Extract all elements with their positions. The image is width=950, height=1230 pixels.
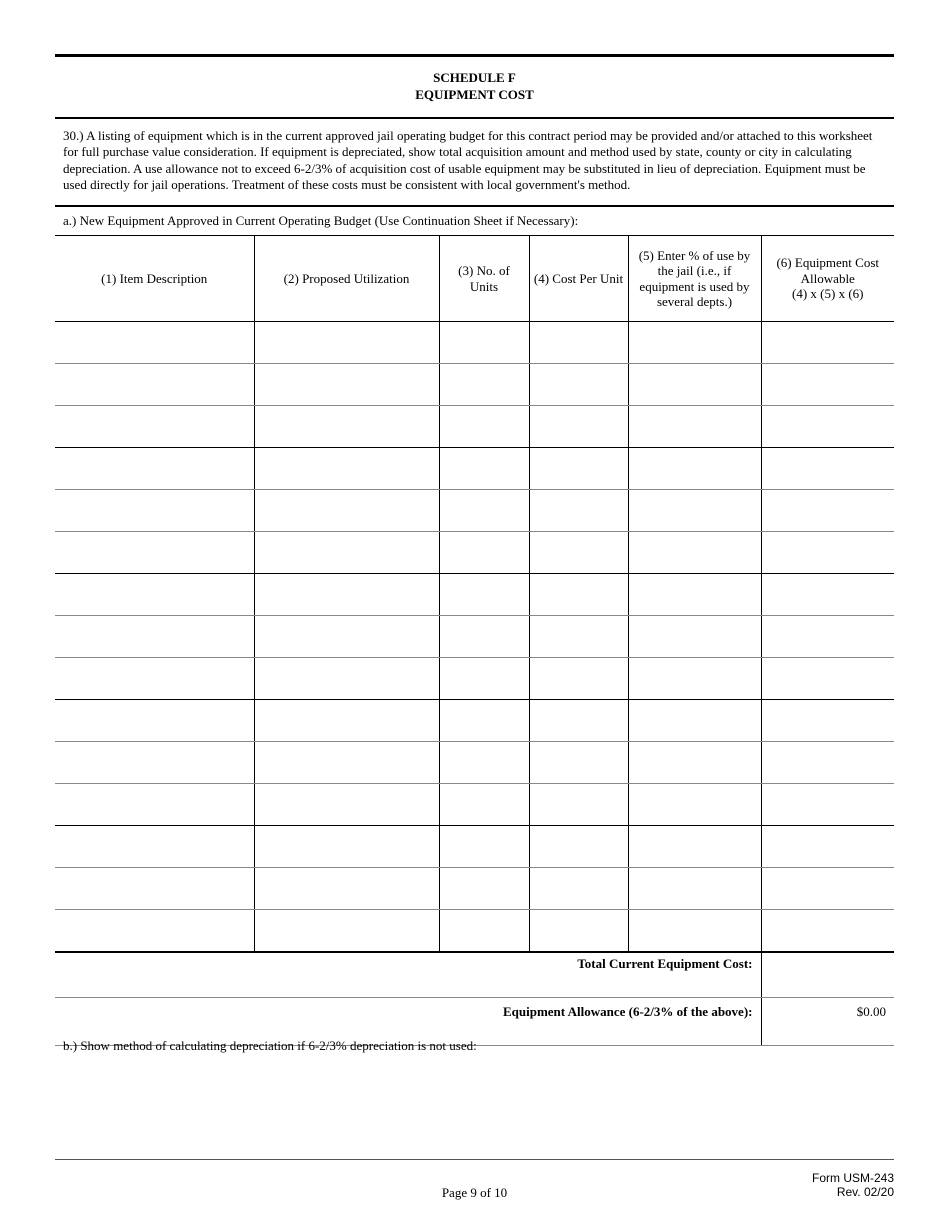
allowable-cost-cell[interactable]	[761, 574, 894, 616]
item-description-cell[interactable]	[55, 448, 254, 490]
proposed-utilization-cell[interactable]	[254, 784, 439, 826]
intro-paragraph: 30.) A listing of equipment which is in the current approved jail operating budget for this contract period may be provided and/or attached to this worksheet for full purchase value consideration. If equipment is depreciated, show total acquisition amount and method used by state, county or city in calculating depreciation. A use allowance not to exceed 6-2/3% of acquisition cost of usable equipment may be substituted in lieu of depreciation. Equipment must be used directly for jail operations. Treatment of these costs must be consistent with local government's method.	[63, 128, 873, 192]
units-cell[interactable]	[439, 700, 529, 742]
units-cell[interactable]	[439, 616, 529, 658]
allowable-cost-cell[interactable]	[761, 700, 894, 742]
item-description-cell[interactable]	[55, 616, 254, 658]
cost-per-unit-cell[interactable]	[529, 826, 628, 868]
percent-use-cell[interactable]	[628, 700, 761, 742]
cost-per-unit-cell[interactable]	[529, 784, 628, 826]
item-description-cell[interactable]	[55, 784, 254, 826]
schedule-label: SCHEDULE F	[433, 70, 516, 85]
percent-use-cell[interactable]	[628, 742, 761, 784]
footer-rule	[55, 1159, 894, 1160]
proposed-utilization-cell[interactable]	[254, 700, 439, 742]
col6-formula: (4) x (5) x (6)	[792, 286, 864, 302]
allowable-cost-cell[interactable]	[761, 616, 894, 658]
col-proposed-utilization: (2) Proposed Utilization	[254, 236, 439, 322]
table-row	[55, 868, 894, 910]
form-revision: Rev. 02/20	[836, 1185, 894, 1199]
proposed-utilization-cell[interactable]	[254, 910, 439, 953]
units-cell[interactable]	[439, 574, 529, 616]
percent-use-cell[interactable]	[628, 364, 761, 406]
col-cost-per-unit: (4) Cost Per Unit	[529, 236, 628, 322]
proposed-utilization-cell[interactable]	[254, 658, 439, 700]
allowable-cost-cell[interactable]	[761, 490, 894, 532]
col-equipment-cost-allowable	[761, 236, 894, 322]
title-rule	[55, 117, 894, 119]
intro-rule	[55, 205, 894, 207]
cost-per-unit-cell[interactable]	[529, 532, 628, 574]
proposed-utilization-cell[interactable]	[254, 826, 439, 868]
page-number: Page 9 of 10	[441, 1185, 508, 1200]
col-item-description: (1) Item Description	[55, 236, 254, 322]
percent-use-cell[interactable]	[628, 658, 761, 700]
cost-per-unit-cell[interactable]	[529, 742, 628, 784]
cost-per-unit-cell[interactable]	[529, 574, 628, 616]
table-header-row	[55, 236, 894, 322]
percent-use-cell[interactable]	[628, 532, 761, 574]
units-cell[interactable]	[439, 868, 529, 910]
proposed-utilization-cell[interactable]	[254, 574, 439, 616]
table-row	[55, 826, 894, 868]
table-row	[55, 742, 894, 784]
schedule-title: EQUIPMENT COST	[415, 87, 534, 102]
item-description-cell[interactable]	[55, 742, 254, 784]
item-description-cell[interactable]	[55, 868, 254, 910]
table-row	[55, 406, 894, 448]
units-cell[interactable]	[439, 364, 529, 406]
allowable-cost-cell[interactable]	[761, 784, 894, 826]
table-row	[55, 490, 894, 532]
item-description-cell[interactable]	[55, 574, 254, 616]
units-cell[interactable]	[439, 826, 529, 868]
units-cell[interactable]	[439, 658, 529, 700]
allowable-cost-cell[interactable]	[761, 406, 894, 448]
allowable-cost-cell[interactable]	[761, 868, 894, 910]
section-b-label: b.) Show method of calculating depreciation if 6-2/3% depreciation is not used:	[63, 1038, 477, 1053]
cost-per-unit-cell[interactable]	[529, 658, 628, 700]
proposed-utilization-cell[interactable]	[254, 868, 439, 910]
top-rule	[55, 54, 894, 57]
table-row	[55, 322, 894, 364]
allowable-cost-cell[interactable]	[761, 322, 894, 364]
allowable-cost-cell[interactable]	[761, 742, 894, 784]
proposed-utilization-cell[interactable]	[254, 406, 439, 448]
totals-table	[55, 950, 894, 1046]
section-a-label: a.) New Equipment Approved in Current Operating Budget (Use Continuation Sheet if Necessary):	[63, 213, 579, 228]
units-cell[interactable]	[439, 784, 529, 826]
allowable-cost-cell[interactable]	[761, 364, 894, 406]
percent-use-cell[interactable]	[628, 574, 761, 616]
percent-use-cell[interactable]	[628, 322, 761, 364]
item-description-cell[interactable]	[55, 322, 254, 364]
percent-use-cell[interactable]	[628, 910, 761, 953]
cost-per-unit-cell[interactable]	[529, 406, 628, 448]
allowance-field[interactable]: $0.00	[761, 998, 894, 1046]
table-row	[55, 700, 894, 742]
allowable-cost-cell[interactable]	[761, 448, 894, 490]
proposed-utilization-cell[interactable]	[254, 742, 439, 784]
item-description-cell[interactable]	[55, 658, 254, 700]
units-cell[interactable]	[439, 910, 529, 953]
form-number: Form USM-243	[811, 1171, 894, 1185]
total-cost-field[interactable]	[761, 950, 894, 998]
table-row	[55, 574, 894, 616]
proposed-utilization-cell[interactable]	[254, 490, 439, 532]
allowable-cost-cell[interactable]	[761, 910, 894, 953]
table-row	[55, 364, 894, 406]
col-no-of-units: (3) No. of Units	[439, 236, 529, 322]
cost-per-unit-cell[interactable]	[529, 616, 628, 658]
percent-use-cell[interactable]	[628, 490, 761, 532]
proposed-utilization-cell[interactable]	[254, 532, 439, 574]
allowable-cost-cell[interactable]	[761, 826, 894, 868]
allowable-cost-cell[interactable]	[761, 532, 894, 574]
page-title	[55, 69, 894, 103]
item-description-cell[interactable]	[55, 910, 254, 953]
proposed-utilization-cell[interactable]	[254, 448, 439, 490]
item-description-cell[interactable]	[55, 406, 254, 448]
item-description-cell[interactable]	[55, 490, 254, 532]
table-row	[55, 784, 894, 826]
table-row	[55, 616, 894, 658]
form-id	[812, 1171, 894, 1199]
percent-use-cell[interactable]	[628, 448, 761, 490]
proposed-utilization-cell[interactable]	[254, 322, 439, 364]
cost-per-unit-cell[interactable]	[529, 490, 628, 532]
col6-title: (6) Equipment Cost Allowable	[776, 255, 880, 286]
cost-per-unit-cell[interactable]	[529, 364, 628, 406]
cost-per-unit-cell[interactable]	[529, 910, 628, 953]
units-cell[interactable]	[439, 322, 529, 364]
percent-use-cell[interactable]	[628, 616, 761, 658]
total-row	[55, 950, 894, 998]
cost-per-unit-cell[interactable]	[529, 448, 628, 490]
percent-use-cell[interactable]	[628, 826, 761, 868]
units-cell[interactable]	[439, 742, 529, 784]
cost-per-unit-cell[interactable]	[529, 868, 628, 910]
percent-use-cell[interactable]	[628, 406, 761, 448]
units-cell[interactable]	[439, 406, 529, 448]
item-description-cell[interactable]	[55, 700, 254, 742]
col-percent-use: (5) Enter % of use by the jail (i.e., if equipment is used by several depts.)	[628, 236, 761, 322]
units-cell[interactable]	[439, 532, 529, 574]
table-row	[55, 448, 894, 490]
allowable-cost-cell[interactable]	[761, 658, 894, 700]
item-description-cell[interactable]	[55, 826, 254, 868]
table-row	[55, 658, 894, 700]
table-row	[55, 532, 894, 574]
table-row	[55, 910, 894, 953]
percent-use-cell[interactable]	[628, 868, 761, 910]
units-cell[interactable]	[439, 490, 529, 532]
item-description-cell[interactable]	[55, 532, 254, 574]
equipment-table	[55, 235, 894, 953]
proposed-utilization-cell[interactable]	[254, 616, 439, 658]
total-cost-label: Total Current Equipment Cost:	[55, 950, 761, 998]
table-body	[55, 322, 894, 953]
units-cell[interactable]	[439, 448, 529, 490]
percent-use-cell[interactable]	[628, 784, 761, 826]
proposed-utilization-cell[interactable]	[254, 364, 439, 406]
allowance-label: Equipment Allowance (6-2/3% of the above):	[55, 998, 761, 1046]
item-description-cell[interactable]	[55, 364, 254, 406]
cost-per-unit-cell[interactable]	[529, 700, 628, 742]
cost-per-unit-cell[interactable]	[529, 322, 628, 364]
